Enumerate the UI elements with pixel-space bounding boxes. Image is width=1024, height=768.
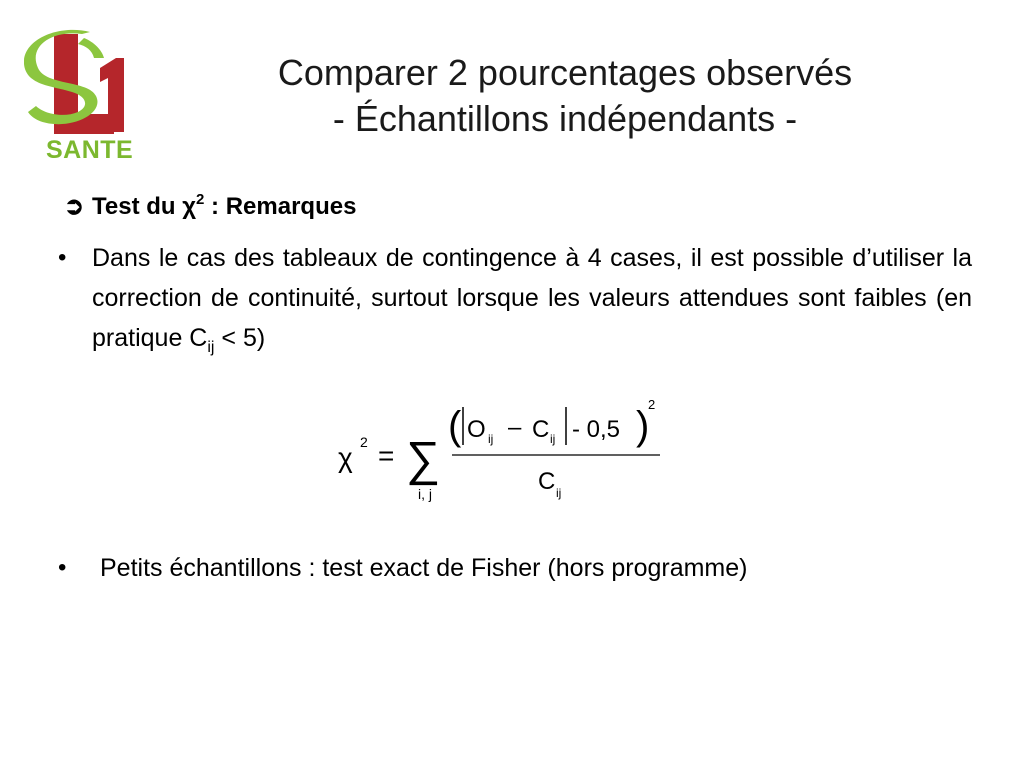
heading-suffix: : Remarques: [204, 193, 357, 220]
bullet-1-sub: ij: [207, 339, 215, 356]
bullet-1-text: Dans le cas des tableaux de contingence à 4 cases, il est possible d’utiliser la correction de continuité, surtout lorsque les valeurs attendues sont faibles (en pratique C: [92, 244, 972, 352]
bullet-dot-icon: •: [58, 554, 67, 581]
formula-power: 2: [648, 397, 656, 412]
logo-mark-icon: [24, 28, 140, 140]
formula-minus: –: [508, 414, 522, 441]
formula-chi: χ: [338, 442, 353, 473]
title-line-2: - Échantillons indépendants -: [332, 98, 798, 139]
logo: [24, 28, 140, 162]
title-line-1: Comparer 2 pourcentages observés: [277, 52, 853, 93]
bullet-dot-icon: •: [58, 244, 67, 271]
formula-chi-sup: 2: [360, 434, 368, 450]
logo-text: SANTE: [46, 136, 134, 164]
bullet-1-end: < 5): [214, 324, 266, 352]
formula-O-sub: ij: [488, 432, 494, 446]
formula-sum: ∑: [406, 433, 441, 486]
heading-sup: 2: [196, 191, 205, 208]
chi-square-formula: [330, 385, 670, 515]
formula-right-paren: ): [636, 404, 650, 448]
heading-prefix: Test du χ: [92, 193, 197, 220]
formula-C-sub: ij: [550, 432, 556, 446]
bullet-paragraph-1: [92, 238, 972, 358]
formula-O: O: [467, 416, 486, 443]
formula-correction: - 0,5: [572, 416, 621, 443]
formula-C: C: [532, 416, 550, 443]
formula-equals: =: [378, 440, 395, 471]
formula-den-C-sub: ij: [556, 486, 562, 500]
section-heading: [64, 192, 356, 221]
slide-title: [200, 50, 930, 142]
curved-arrow-right-icon: ➲: [64, 193, 85, 220]
formula-den-C: C: [538, 468, 556, 495]
formula-sum-index: i, j: [418, 486, 432, 502]
bullet-paragraph-2: Petits échantillons : test exact de Fisher (hors programme): [100, 554, 748, 582]
formula-left-paren: (: [448, 404, 462, 448]
